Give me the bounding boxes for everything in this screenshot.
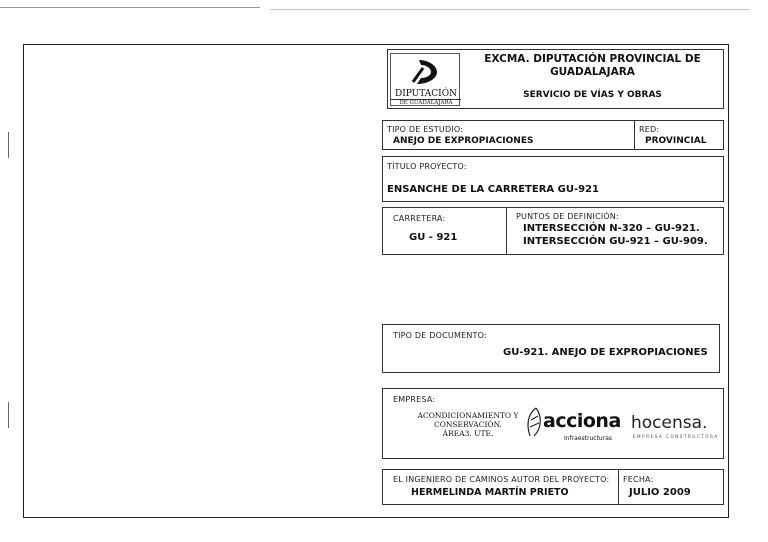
author-box	[382, 469, 724, 505]
hocensa-logo-text: hocensa.	[631, 413, 708, 433]
scan-line-top	[0, 7, 260, 8]
study-type-value: ANEJO DE EXPROPIACIONES	[393, 136, 534, 146]
project-title-label: TÍTULO PROYECTO:	[387, 162, 467, 171]
acciona-logo-text: acciona	[543, 410, 621, 432]
acciona-logo-subtitle: Infraestructuras	[564, 435, 612, 442]
document-type-value: GU-921. ANEJO DE EXPROPIACIONES	[503, 347, 708, 358]
company-label: EMPRESA:	[393, 395, 436, 404]
date-value: JULIO 2009	[629, 487, 691, 498]
document-type-box	[382, 324, 720, 373]
definition-point-2: INTERSECCIÓN GU-921 – GU-909.	[523, 236, 708, 247]
study-divider	[634, 121, 635, 149]
margin-mark	[8, 402, 9, 428]
service-name: SERVICIO DE VÍAS Y OBRAS	[523, 90, 662, 100]
road-label: CARRETERA:	[393, 214, 446, 223]
document-type-label: TIPO DE DOCUMENTO:	[393, 331, 487, 340]
road-box	[382, 207, 724, 255]
acciona-leaf-icon	[524, 406, 544, 440]
diputacion-logo	[390, 53, 460, 106]
organization-title-line2: GUADALAJARA	[550, 66, 635, 78]
header-box	[387, 49, 724, 109]
definition-points-label: PUNTOS DE DEFINICIÓN:	[516, 212, 619, 221]
ute-name-line1: ACONDICIONAMIENTO Y	[417, 411, 519, 420]
author-label: EL INGENIERO DE CAMINOS AUTOR DEL PROYECTO:	[393, 475, 610, 484]
ute-name-line3: ÁREA3. UTE.	[442, 429, 494, 438]
project-title-box	[382, 156, 724, 202]
logo-text-line2: DE GUADALAJARA	[391, 99, 461, 106]
margin-mark	[8, 132, 9, 158]
study-type-box	[382, 120, 724, 150]
logo-text-line1: DIPUTACIÓN	[395, 89, 457, 99]
author-divider	[618, 470, 619, 504]
definition-point-1: INTERSECCIÓN N-320 – GU-921.	[523, 223, 700, 234]
scan-line-top-right	[270, 9, 750, 10]
diputacion-emblem-icon	[411, 58, 441, 86]
road-divider	[506, 208, 507, 254]
date-label: FECHA:	[623, 475, 654, 484]
title-page-frame	[23, 44, 729, 518]
project-title-value: ENSANCHE DE LA CARRETERA GU-921	[387, 184, 599, 195]
organization-title-line1: EXCMA. DIPUTACIÓN PROVINCIAL DE	[484, 53, 701, 65]
author-name: HERMELINDA MARTÍN PRIETO	[411, 487, 569, 498]
network-value: PROVINCIAL	[645, 136, 707, 146]
company-box	[382, 388, 724, 459]
network-label: RED:	[639, 125, 660, 134]
hocensa-logo-subtitle: EMPRESA CONSTRUCTORA	[633, 434, 719, 439]
ute-name-line2: CONSERVACIÓN.	[433, 420, 503, 429]
study-type-label: TIPO DE ESTUDIO:	[387, 125, 464, 134]
road-value: GU - 921	[409, 232, 458, 243]
